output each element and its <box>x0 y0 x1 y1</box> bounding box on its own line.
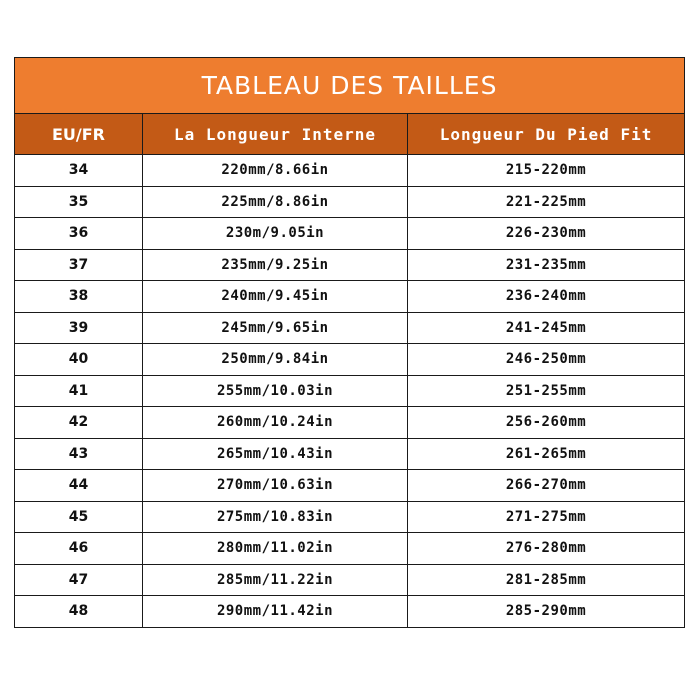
cell-foot-length: 285-290mm <box>408 596 685 628</box>
header-foot-length-fit: Longueur Du Pied Fit <box>408 114 685 155</box>
cell-internal-length: 280mm/11.02in <box>143 533 408 565</box>
table-row <box>15 249 685 281</box>
header-eu-fr: EU/FR <box>15 114 143 155</box>
cell-eu-size: 36 <box>15 218 143 250</box>
table-row <box>15 533 685 565</box>
cell-foot-length: 276-280mm <box>408 533 685 565</box>
table-title: TABLEAU DES TAILLES <box>15 58 685 114</box>
header-internal-length: La Longueur Interne <box>143 114 408 155</box>
cell-eu-size: 40 <box>15 344 143 376</box>
table-row <box>15 470 685 502</box>
cell-internal-length: 290mm/11.42in <box>143 596 408 628</box>
table-row <box>15 312 685 344</box>
table-row <box>15 155 685 187</box>
cell-eu-size: 35 <box>15 186 143 218</box>
cell-eu-size: 34 <box>15 155 143 187</box>
cell-eu-size: 39 <box>15 312 143 344</box>
cell-eu-size: 42 <box>15 407 143 439</box>
table-row <box>15 186 685 218</box>
cell-internal-length: 270mm/10.63in <box>143 470 408 502</box>
cell-eu-size: 41 <box>15 375 143 407</box>
cell-foot-length: 251-255mm <box>408 375 685 407</box>
cell-internal-length: 250mm/9.84in <box>143 344 408 376</box>
cell-foot-length: 226-230mm <box>408 218 685 250</box>
table-row <box>15 438 685 470</box>
cell-foot-length: 241-245mm <box>408 312 685 344</box>
table-row <box>15 501 685 533</box>
cell-foot-length: 256-260mm <box>408 407 685 439</box>
cell-eu-size: 46 <box>15 533 143 565</box>
cell-internal-length: 275mm/10.83in <box>143 501 408 533</box>
table-row <box>15 281 685 313</box>
cell-internal-length: 260mm/10.24in <box>143 407 408 439</box>
cell-internal-length: 240mm/9.45in <box>143 281 408 313</box>
table-row <box>15 407 685 439</box>
cell-internal-length: 265mm/10.43in <box>143 438 408 470</box>
cell-foot-length: 246-250mm <box>408 344 685 376</box>
cell-eu-size: 48 <box>15 596 143 628</box>
cell-internal-length: 285mm/11.22in <box>143 564 408 596</box>
table-row <box>15 375 685 407</box>
cell-eu-size: 43 <box>15 438 143 470</box>
cell-eu-size: 44 <box>15 470 143 502</box>
cell-eu-size: 45 <box>15 501 143 533</box>
cell-internal-length: 230m/9.05in <box>143 218 408 250</box>
cell-internal-length: 235mm/9.25in <box>143 249 408 281</box>
cell-eu-size: 47 <box>15 564 143 596</box>
cell-foot-length: 271-275mm <box>408 501 685 533</box>
cell-foot-length: 281-285mm <box>408 564 685 596</box>
cell-internal-length: 255mm/10.03in <box>143 375 408 407</box>
table-row <box>15 596 685 628</box>
cell-internal-length: 220mm/8.66in <box>143 155 408 187</box>
cell-internal-length: 245mm/9.65in <box>143 312 408 344</box>
cell-foot-length: 236-240mm <box>408 281 685 313</box>
table-row <box>15 564 685 596</box>
cell-eu-size: 38 <box>15 281 143 313</box>
cell-eu-size: 37 <box>15 249 143 281</box>
cell-foot-length: 215-220mm <box>408 155 685 187</box>
table-row <box>15 218 685 250</box>
table-row <box>15 344 685 376</box>
cell-foot-length: 231-235mm <box>408 249 685 281</box>
cell-internal-length: 225mm/8.86in <box>143 186 408 218</box>
cell-foot-length: 221-225mm <box>408 186 685 218</box>
size-chart-table <box>14 57 685 628</box>
table-body <box>15 155 685 628</box>
cell-foot-length: 261-265mm <box>408 438 685 470</box>
cell-foot-length: 266-270mm <box>408 470 685 502</box>
